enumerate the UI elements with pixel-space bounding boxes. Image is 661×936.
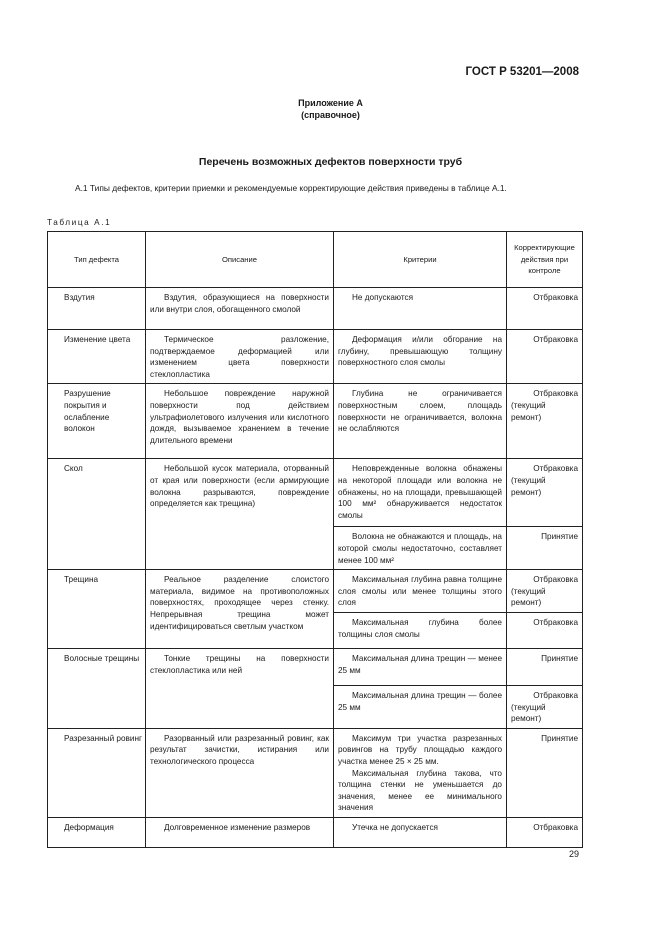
- action-label: Принятие: [541, 532, 578, 542]
- table-header-row: [48, 232, 583, 288]
- criteria-paragraph: Максимальная глубина такова, что толщина стенки не уменьшается до значения, менее ее минимального значения: [338, 768, 502, 813]
- defect-description: Долговременное изменение размеров: [146, 817, 334, 847]
- defect-type: Разрушение покрытия и ослабление волокон: [48, 384, 146, 459]
- corrective-action: [507, 685, 583, 728]
- action-note: (текущий ремонт): [511, 400, 546, 422]
- table-row: [48, 288, 583, 330]
- table-row: [48, 817, 583, 847]
- acceptance-criteria: Не допускаются: [334, 288, 507, 330]
- intro-paragraph: А.1 Типы дефектов, критерии приемки и рекомендуемые корректирующие действия приведены в таблице А.1.: [75, 183, 507, 193]
- acceptance-criteria: Деформация и/или обгорание на глубину, превышающую толщину поверхностного слоя смолы: [334, 330, 507, 384]
- acceptance-criteria: Максимальная глубина равна толщине слоя смолы или менее толщины этого слоя: [334, 570, 507, 613]
- action-label: Принятие: [541, 733, 578, 743]
- appendix-block: [0, 97, 661, 121]
- corrective-action: [507, 384, 583, 459]
- page-heading: Перечень возможных дефектов поверхности труб: [198, 156, 463, 168]
- defect-description: Термическое разложение, подтверждаемое деформацией или изменением цвета поверхности стеклопластика: [146, 330, 334, 384]
- acceptance-criteria: Неповрежденные волокна обнажены на некоторой площади или волокна не обнажены, но на площади, превышающей 100 мм² обнаруживается недостаток смолы: [334, 459, 507, 527]
- acceptance-criteria: Глубина не ограничивается поверхностным слоем, площадь поверхности не ограничивается, волокна не ослабляются: [334, 384, 507, 459]
- standard-number: ГОСТ Р 53201—2008: [465, 66, 579, 78]
- action-label: Отбраковка: [533, 293, 578, 302]
- header-criteria: Критерии: [334, 232, 507, 288]
- action-label: Отбраковка: [533, 389, 578, 399]
- table-row: [48, 459, 583, 527]
- table-row: [48, 728, 583, 817]
- action-note: (текущий ремонт): [511, 475, 546, 497]
- action-label: Отбраковка: [533, 464, 578, 474]
- corrective-action: [507, 330, 583, 384]
- acceptance-criteria: [334, 728, 507, 817]
- corrective-action: [507, 288, 583, 330]
- appendix-title: Приложение А: [298, 98, 363, 108]
- defects-table: [47, 231, 583, 848]
- appendix-subtitle: (справочное): [301, 110, 360, 120]
- action-label: Отбраковка: [533, 822, 578, 832]
- page-number: 29: [568, 849, 579, 859]
- action-note: (текущий ремонт): [511, 702, 546, 724]
- action-note: (текущий ремонт): [511, 586, 546, 608]
- action-label: Отбраковка: [533, 617, 578, 627]
- header-corrective-actions: Корректирующие действия при контроле: [507, 232, 583, 288]
- corrective-action: [507, 648, 583, 685]
- acceptance-criteria: Волокна не обнажаются и площадь, на которой смолы недостаточно, составляет менее 100 мм²: [334, 527, 507, 570]
- action-label: Отбраковка: [533, 690, 578, 700]
- corrective-action: [507, 612, 583, 648]
- table-label: Таблица А.1: [47, 218, 112, 227]
- defect-description: Небольшой кусок материала, оторванный от края или поверхности (если армирующие волокна разрываются, повреждение определяется как трещина): [146, 459, 334, 570]
- table-row: [48, 384, 583, 459]
- header-description: Описание: [146, 232, 334, 288]
- header-defect-type: Тип дефекта: [48, 232, 146, 288]
- corrective-action: [507, 527, 583, 570]
- action-label: Отбраковка: [533, 575, 578, 585]
- defect-type: Скол: [48, 459, 146, 570]
- defect-description: Вздутия, образующиеся на поверхности или внутри слоя, обогащенного смолой: [146, 288, 334, 330]
- defect-type: Изменение цвета: [48, 330, 146, 384]
- defect-type: Трещина: [48, 570, 146, 649]
- criteria-paragraph: Максимум три участка разрезанных ровингов на трубу площадью каждого участка менее 25 × 25 мм.: [338, 733, 502, 766]
- corrective-action: [507, 817, 583, 847]
- acceptance-criteria: Максимальная длина трещин — более 25 мм: [334, 685, 507, 728]
- defect-description: Реальное разделение слоистого материала, видимое на противоположных поверхностях, проходящее через стенку. Непрерывная трещина может идентифицироваться светлым участком: [146, 570, 334, 649]
- acceptance-criteria: Максимальная глубина более толщины слоя смолы: [334, 612, 507, 648]
- corrective-action: [507, 570, 583, 613]
- table-row: [48, 648, 583, 685]
- defect-type: Вздутия: [48, 288, 146, 330]
- acceptance-criteria: Максимальная длина трещин — менее 25 мм: [334, 648, 507, 685]
- table-row: [48, 570, 583, 613]
- defect-type: Волосные трещины: [48, 648, 146, 728]
- action-label: Отбраковка: [533, 335, 578, 344]
- corrective-action: [507, 728, 583, 817]
- acceptance-criteria: Утечка не допускается: [334, 817, 507, 847]
- corrective-action: [507, 459, 583, 527]
- defect-type: Деформация: [48, 817, 146, 847]
- defect-description: Тонкие трещины на поверхности стеклопластика или ней: [146, 648, 334, 728]
- action-label: Принятие: [541, 653, 578, 663]
- defect-description: Небольшое повреждение наружной поверхности под действием ультрафиолетового излучения или кислотного дождя, вызываемое хранением в течение длительного времени: [146, 384, 334, 459]
- table-row: [48, 330, 583, 384]
- defect-type: Разрезанный ровинг: [48, 728, 146, 817]
- defect-description: Разорванный или разрезанный ровинг, как результат зачистки, истирания или технологического процесса: [146, 728, 334, 817]
